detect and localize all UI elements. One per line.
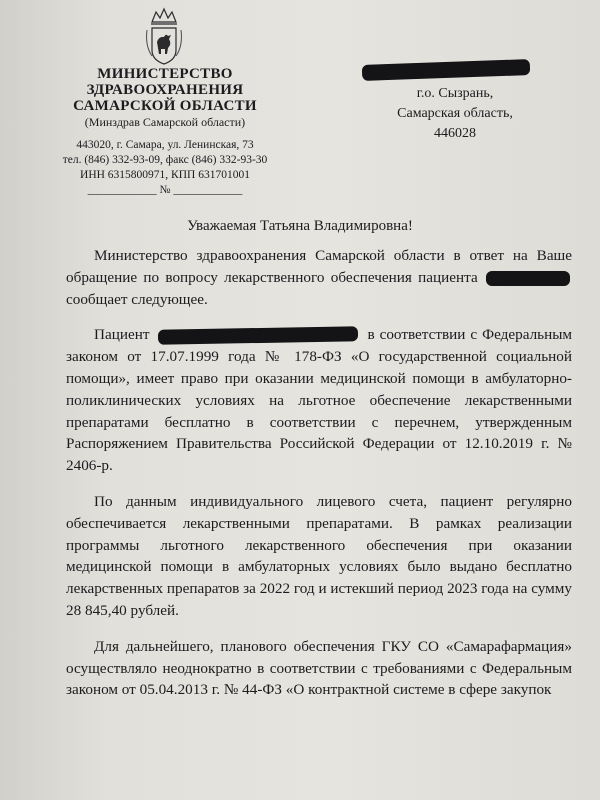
recipient-postcode: 446028 xyxy=(434,126,476,141)
redacted-patient-name xyxy=(486,271,570,286)
ministry-contacts xyxy=(40,138,290,197)
paragraph-2 xyxy=(66,324,572,477)
recipient-city: г.о. Сызрань, xyxy=(416,86,494,101)
ministry-name-line: МИНИСТЕРСТВО xyxy=(97,66,233,82)
ministry-address: 443020, г. Самара, ул. Ленинская, 73 xyxy=(76,139,254,151)
paragraph-1 xyxy=(66,245,572,310)
ministry-letterhead xyxy=(40,66,290,197)
recipient-region: Самарская область, xyxy=(397,106,513,121)
paragraph-3: По данным индивидуального лицевого счета, пациент регулярно обеспечивается лекарственными препаратами. В рамках реализации программы льготного лекарственного обеспечения при оказании медицинской помощи в амбулаторных условиях было выдано бесплатно лекарственных препаратов за 2022 год и истекший период 2023 года на сумму 28 845,40 рублей. xyxy=(66,492,572,619)
ministry-inn-kpp: ИНН 6315800971, КПП 631701001 xyxy=(80,169,250,181)
ministry-short-name: (Минздрав Самарской области) xyxy=(84,115,246,129)
paragraph-1-ending: сообщает следующее. xyxy=(66,290,208,308)
redacted-recipient-name xyxy=(362,59,530,81)
ministry-name-line: ЗДРАВООХРАНЕНИЯ xyxy=(86,82,244,98)
paragraph-2-start: Пациент xyxy=(94,326,150,344)
recipient-address xyxy=(370,62,540,144)
paragraph-4: Для дальнейшего, планового обеспечения ГКУ СО «Самарафармация» осуществляло неоднократно в соответствии с требованиями с Федеральным законом от 05.04.2013 г. № 44-ФЗ «О контрактной системе в сфере закупок xyxy=(66,637,572,699)
samara-coat-of-arms-icon xyxy=(144,6,184,66)
redacted-patient-name xyxy=(158,327,358,345)
paragraph-1-text: Министерство здравоохранения Самарской области в ответ на Ваше обращение по вопросу лекарственного обеспечения пациента xyxy=(66,247,572,286)
registration-number-line: ____________ № ____________ xyxy=(87,184,243,196)
paragraph-2-text: в соответствии с Федеральным законом от 17.07.1999 года № 178-ФЗ «О государственной социальной помощи», имеет право при оказании медицинской помощи в амбулаторно-поликлинических условиях на льготное обеспечение лекарственными препаратами бесплатно в соответствии с перечнем, утвержденным Распоряжением Правительства Российской Федерации от 12.10.2019 г. № 2406-р. xyxy=(66,326,573,475)
letter-greeting: Уважаемая Татьяна Владимировна! xyxy=(187,218,413,234)
ministry-name-line: САМАРСКОЙ ОБЛАСТИ xyxy=(73,98,257,114)
letter-body xyxy=(66,245,572,715)
ministry-phones: тел. (846) 332-93-09, факс (846) 332-93-30 xyxy=(62,154,268,166)
